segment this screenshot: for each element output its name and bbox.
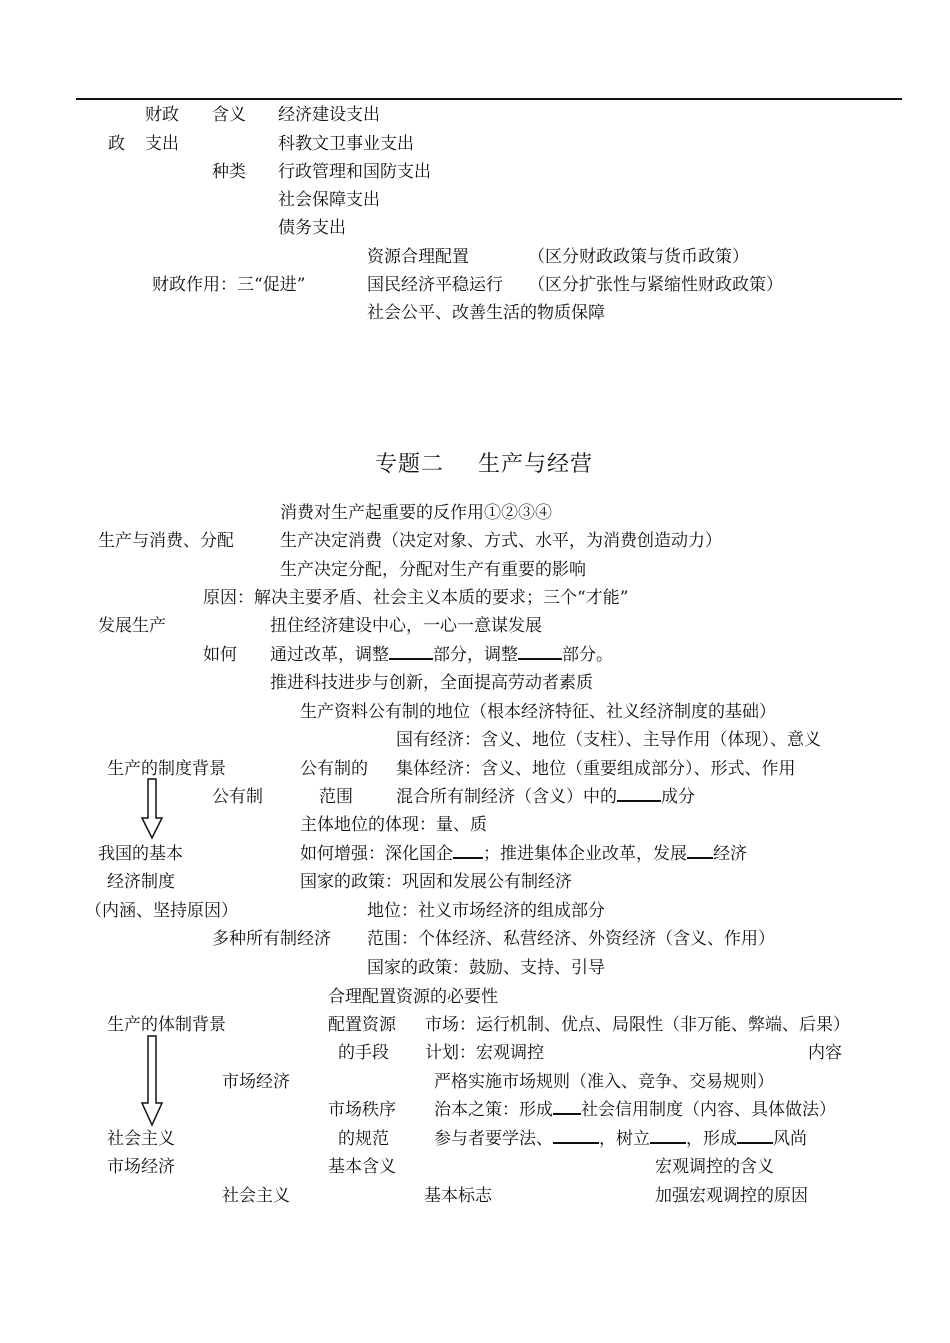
fill-blank[interactable]	[553, 1128, 599, 1144]
prod-line-3: 生产决定分配，分配对生产有重要的影响	[280, 560, 586, 580]
topic-title: 专题二	[375, 452, 445, 477]
economic-system-label: 经济制度	[107, 872, 175, 892]
fill-blank[interactable]	[553, 1099, 581, 1115]
macro-reason: 加强宏观调控的原因	[655, 1186, 808, 1206]
role-resource: 资源合理配置	[367, 247, 469, 267]
plan-macro: 计划：宏观调控	[425, 1043, 544, 1063]
multi-scope: 范围：个体经济、私营经济、外资经济（含义、作用）	[367, 929, 775, 949]
multi-policy: 国家的政策：鼓励、支持、引导	[367, 958, 605, 978]
prod-line-2: 生产决定消费（决定对象、方式、水平，为消费创造动力）	[280, 531, 722, 551]
prod-line-1: 消费对生产起重要的反作用①②③④	[280, 503, 552, 523]
multi-ownership-label: 多种所有制经济	[212, 929, 331, 949]
role-stable-note: （区分扩张性与紧缩性财政政策）	[528, 275, 783, 295]
basic-meaning: 基本含义	[328, 1157, 396, 1177]
market-rules: 严格实施市场规则（准入、竞争、交易规则）	[434, 1072, 774, 1092]
fill-blank[interactable]	[650, 1128, 686, 1144]
allocate-resources-label: 配置资源	[328, 1015, 396, 1035]
meaning-label: 含义	[212, 105, 246, 125]
mechanism-background-label: 生产的体制背景	[107, 1015, 226, 1035]
prod-line-5: 扭住经济建设中心，一心一意谋发展	[270, 616, 542, 636]
market-economy-label: 市场经济	[222, 1072, 290, 1092]
item-debt: 债务支出	[278, 218, 346, 238]
means-label: 的手段	[338, 1043, 389, 1063]
public-ownership-label: 公有制	[212, 787, 263, 807]
types-label: 种类	[212, 162, 246, 182]
role-resource-note: （区分财政政策与货币政策）	[528, 247, 749, 267]
item-administration: 行政管理和国防支出	[278, 162, 431, 182]
fill-blank[interactable]	[453, 843, 483, 859]
own-state-economy: 国有经济：含义、地位（支柱）、主导作用（体现）、意义	[396, 730, 821, 750]
system-background-label: 生产的制度背景	[107, 759, 226, 779]
role-stable: 国民经济平稳运行	[367, 275, 503, 295]
prod-reason: 原因：解决主要矛盾、社会主义本质的要求；三个“才能”	[203, 588, 629, 608]
basic-system-label: 我国的基本	[98, 844, 183, 864]
own-collective: 集体经济：含义、地位（重要组成部分）、形式、作用	[396, 759, 796, 779]
fiscal-role-heading: 财政作用：三“促进”	[152, 275, 306, 295]
fill-blank[interactable]	[737, 1128, 773, 1144]
public-ownership-of: 公有制的	[300, 759, 368, 779]
fill-blank[interactable]	[389, 644, 433, 660]
down-arrow-icon	[140, 778, 164, 840]
role-equity: 社会公平、改善生活的物质保障	[367, 303, 605, 323]
fill-blank[interactable]	[617, 786, 661, 802]
prod-consumption-label: 生产与消费、分配	[98, 531, 234, 551]
expenditure-label: 支出	[145, 134, 179, 154]
fill-blank[interactable]	[518, 644, 562, 660]
politics-label: 政	[108, 134, 125, 154]
item-education: 科教文卫事业支出	[278, 134, 414, 154]
top-rule	[76, 98, 902, 100]
connotation-label: （内涵、坚持原因）	[85, 901, 238, 921]
prod-line-7: 推进科技进步与创新，全面提高劳动者素质	[270, 673, 593, 693]
develop-production-label: 发展生产	[98, 616, 166, 636]
norms-label: 的规范	[338, 1129, 389, 1149]
own-mixed: 混合所有制经济（含义）中的 成分	[396, 787, 695, 807]
own-strengthen: 如何增强：深化国企 ；推进集体企业改革，发展 经济	[300, 844, 747, 864]
basic-sign: 基本标志	[424, 1186, 492, 1206]
down-arrow-icon	[140, 1035, 164, 1127]
own-dominant: 主体地位的体现：量、质	[300, 815, 487, 835]
macro-meaning: 宏观调控的含义	[655, 1157, 774, 1177]
market-economy-label-2: 市场经济	[107, 1157, 175, 1177]
topic-subtitle: 生产与经营	[478, 452, 594, 477]
socialist-label: 社会主义	[107, 1129, 175, 1149]
socialist-label-2: 社会主义	[222, 1186, 290, 1206]
market-order-label: 市场秩序	[328, 1100, 396, 1120]
market-necessity: 合理配置资源的必要性	[328, 987, 498, 1007]
how-label: 如何	[203, 645, 237, 665]
own-policy: 国家的政策：巩固和发展公有制经济	[300, 872, 572, 892]
root-solution: 治本之策：形成 社会信用制度（内容、具体做法）	[434, 1100, 836, 1120]
fill-blank[interactable]	[687, 843, 713, 859]
fiscal-label: 财政	[145, 105, 179, 125]
scope-label: 范围	[319, 787, 353, 807]
item-economic-construction: 经济建设支出	[278, 105, 380, 125]
own-line-1: 生产资料公有制的地位（根本经济特征、社义经济制度的基础）	[300, 702, 776, 722]
multi-status: 地位：社义市场经济的组成部分	[367, 901, 605, 921]
prod-line-6: 通过改革，调整 部分，调整 部分。	[270, 645, 613, 665]
content-label: 内容	[808, 1043, 842, 1063]
participants-line: 参与者要学法、 ，树立 ，形成 风尚	[434, 1129, 807, 1149]
market-mechanism: 市场：运行机制、优点、局限性（非万能、弊端、后果）	[425, 1015, 850, 1035]
item-social-security: 社会保障支出	[278, 190, 380, 210]
